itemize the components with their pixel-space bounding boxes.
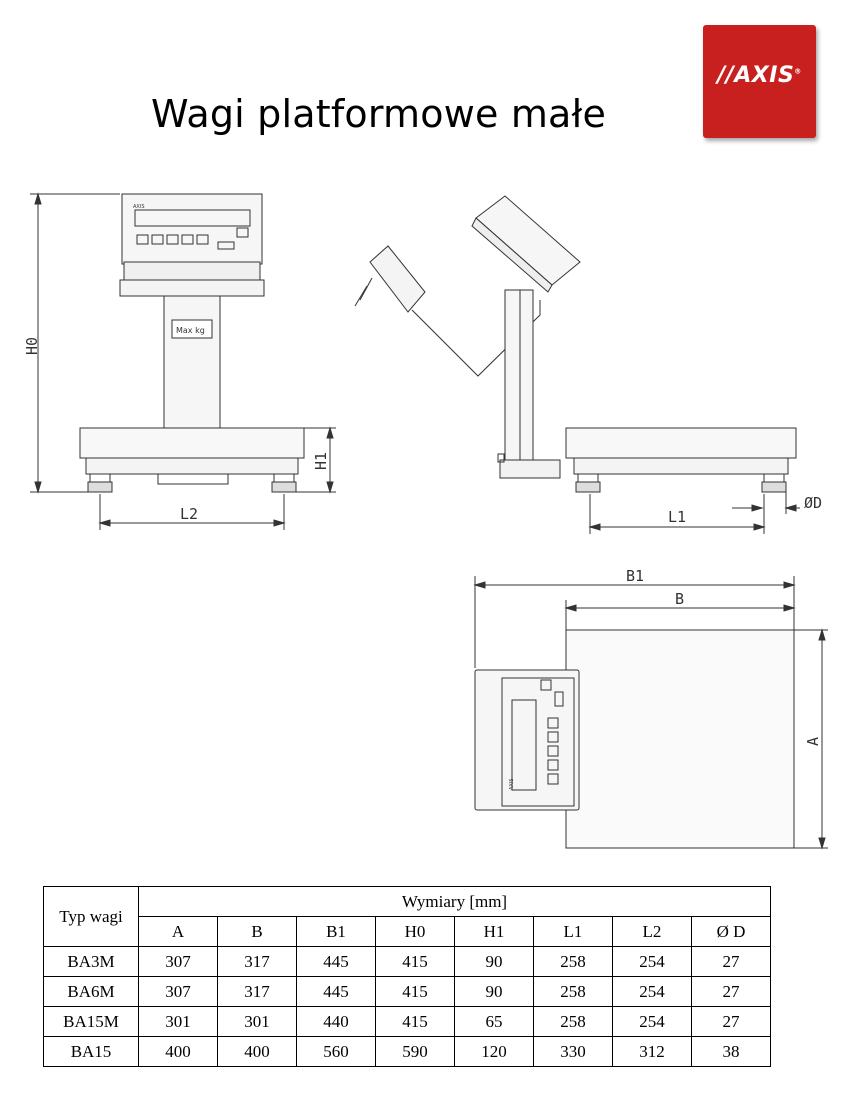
top-display (475, 670, 579, 810)
dimensions-table (43, 886, 771, 1067)
cell: 258 (534, 1007, 613, 1037)
cell: 258 (534, 947, 613, 977)
cell: 317 (218, 947, 297, 977)
cell: 590 (376, 1037, 455, 1067)
col-header: L2 (613, 917, 692, 947)
foot-left (90, 474, 110, 482)
col-header: H1 (455, 917, 534, 947)
cell: 317 (218, 977, 297, 1007)
top-platform (566, 630, 794, 848)
column (164, 296, 220, 428)
cell: 445 (297, 947, 376, 977)
cell: 415 (376, 947, 455, 977)
dim-h1: H1 (312, 451, 330, 470)
side-platform (566, 428, 796, 458)
power-adapter (370, 246, 425, 312)
cell: 400 (218, 1037, 297, 1067)
col-header: B1 (297, 917, 376, 947)
cell: 415 (376, 977, 455, 1007)
type-header: Typ wagi (44, 887, 139, 947)
col-header: A (139, 917, 218, 947)
cell: 90 (455, 947, 534, 977)
top-view (475, 567, 828, 848)
table-row (44, 1037, 771, 1067)
col-header: Ø D (692, 917, 771, 947)
cell: 445 (297, 977, 376, 1007)
cell: 90 (455, 977, 534, 1007)
cell: 307 (139, 947, 218, 977)
row-type: BA3M (44, 947, 139, 977)
logo-text: //AXIS (717, 63, 795, 88)
cell: 38 (692, 1037, 771, 1067)
cell: 560 (297, 1037, 376, 1067)
dim-b: B (675, 590, 685, 608)
cell: 400 (139, 1037, 218, 1067)
row-type: BA15 (44, 1037, 139, 1067)
display-brand: AXIS (133, 204, 145, 210)
col-header: H0 (376, 917, 455, 947)
dim-l1: L1 (668, 508, 687, 526)
cell: 27 (692, 947, 771, 977)
dim-l2: L2 (180, 505, 199, 523)
cell: 120 (455, 1037, 534, 1067)
cell: 312 (613, 1037, 692, 1067)
cell: 258 (534, 977, 613, 1007)
col-header: B (218, 917, 297, 947)
cell: 415 (376, 1007, 455, 1037)
front-view (23, 194, 336, 530)
cell: 440 (297, 1007, 376, 1037)
cell: 301 (139, 1007, 218, 1037)
dim-a: A (804, 736, 822, 746)
dim-b1: B1 (626, 567, 645, 585)
cell: 65 (455, 1007, 534, 1037)
table-row (44, 977, 771, 1007)
side-view (355, 196, 822, 534)
row-type: BA6M (44, 977, 139, 1007)
cell: 27 (692, 977, 771, 1007)
top-display-brand: AXIS (509, 778, 515, 790)
cell: 301 (218, 1007, 297, 1037)
max-plate-text: Max kg (176, 326, 205, 335)
cell: 330 (534, 1037, 613, 1067)
platform (80, 428, 304, 458)
dims-header: Wymiary [mm] (139, 887, 771, 917)
cell: 254 (613, 1007, 692, 1037)
cell: 254 (613, 947, 692, 977)
cell: 27 (692, 1007, 771, 1037)
foot-right (274, 474, 294, 482)
dim-od: ØD (804, 494, 823, 512)
cell: 254 (613, 977, 692, 1007)
dim-h0: H0 (23, 336, 41, 355)
table-row (44, 1007, 771, 1037)
registered-mark: ® (794, 67, 802, 76)
col-header: L1 (534, 917, 613, 947)
side-column (505, 290, 533, 460)
cell: 307 (139, 977, 218, 1007)
table-row (44, 947, 771, 977)
page-title: Wagi platformowe małe (151, 92, 607, 136)
row-type: BA15M (44, 1007, 139, 1037)
